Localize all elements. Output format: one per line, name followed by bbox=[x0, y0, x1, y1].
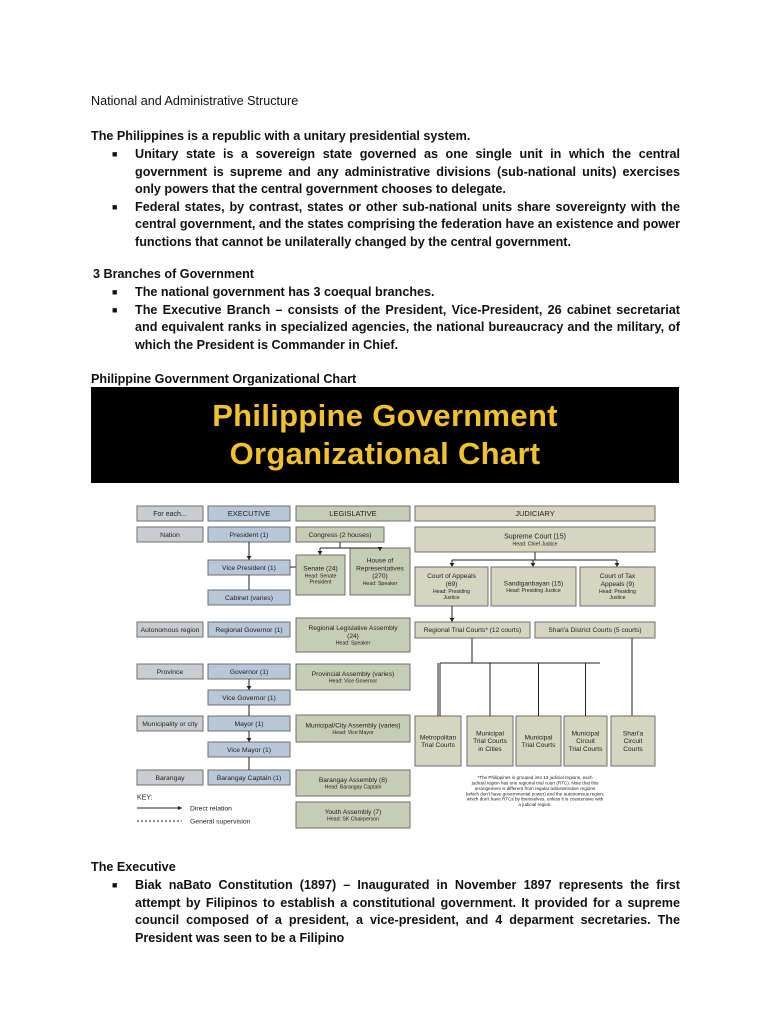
regional-trial-courts-box-label: Regional Trial Courts* (12 courts) bbox=[423, 627, 522, 635]
sandiganbayan-box-head: Head: Presiding Justice bbox=[506, 588, 561, 595]
list-item: ■ Federal states, by contrast, states or other sub-national units share sovereignty with the central government, and the states comprising the federation have an existence and power functions that cannot be unilaterally changed by the central government. bbox=[112, 199, 680, 249]
tax-appeals-box-head: Head: Presiding Justice bbox=[599, 588, 636, 602]
sharia-district-courts-box-label: Shari'a District Courts (5 courts) bbox=[548, 627, 642, 635]
bullet-icon: ■ bbox=[112, 287, 118, 297]
level-1-label: Autonomous region bbox=[140, 626, 200, 634]
sc-to-appeals-head bbox=[450, 563, 455, 567]
senate-box-label: Senate (24) bbox=[303, 565, 338, 573]
level-0-label: Nation bbox=[160, 531, 180, 539]
branches-bullet-list bbox=[112, 284, 680, 354]
barangay-assembly-box-head: Head: Barangay Captain bbox=[324, 784, 382, 791]
executive-box-1-label: Vice President (1) bbox=[222, 564, 276, 572]
tax-appeals-box-label: Court of Tax Appeals (9) bbox=[599, 573, 636, 589]
youth-assembly-box-head: Head: SK Chairperson bbox=[327, 816, 379, 823]
sc-to-tax-head bbox=[615, 563, 620, 567]
municipal-trial-courts-cities-box-label: Municipal Trial Courts in Cities bbox=[473, 730, 507, 754]
header-legislative-label: LEGISLATIVE bbox=[329, 509, 377, 519]
list-item: ■ The Executive Branch – consists of the President, Vice-President, 26 cabinet secretariat and equivalent ranks in specialized agencies, the national bureaucracy and the military, of which the President is Commander in Chief. bbox=[112, 302, 680, 352]
org-chart-canvas bbox=[91, 487, 679, 839]
bullet-icon: ■ bbox=[112, 304, 118, 315]
executive-box-2-label: Cabinet (varies) bbox=[225, 594, 273, 602]
key-title: KEY: bbox=[137, 794, 153, 802]
list-item: ■ Unitary state is a sovereign state governed as one single unit in which the central government is supreme and any administrative divisions (sub-national units) exercises only powers that the central government chooses to delegate. bbox=[112, 147, 680, 196]
header-executive-label: EXECUTIVE bbox=[227, 509, 271, 519]
executive-box-5-label: Vice Governor (1) bbox=[222, 694, 276, 702]
municipal-assembly-box-head: Head: Vice Mayor bbox=[332, 730, 374, 737]
list-item: ■ The national government has 3 coequal branches. bbox=[112, 284, 680, 302]
provincial-assembly-box-head: Head: Vice Governor bbox=[328, 678, 378, 685]
key-direct-label: Direct relation bbox=[190, 805, 232, 813]
house-box-head: Head: Speaker bbox=[362, 580, 398, 587]
header-judiciary-label: JUDICIARY bbox=[515, 509, 555, 519]
municipal-circuit-trial-courts-box-label: Municipal Circuit Trial Courts bbox=[568, 730, 603, 754]
barangay-assembly-box-label: Barangay Assembly (8) bbox=[318, 776, 388, 784]
chart-title-banner bbox=[91, 387, 679, 483]
executive-box-4-label: Governor (1) bbox=[229, 668, 269, 676]
sharia-circuit-courts-box-label: Shari'a Circuit Courts bbox=[622, 730, 644, 754]
metropolitan-trial-courts-box-label: Metropolitan Trial Courts bbox=[419, 734, 457, 750]
bullet-icon: ■ bbox=[112, 201, 118, 212]
executive-box-7-label: Vice Mayor (1) bbox=[226, 746, 272, 754]
senate-box-head: Head: Senate President bbox=[304, 573, 337, 586]
sc-to-sandiganbayan-head bbox=[531, 563, 536, 567]
regional-assembly-box-head: Head: Speaker bbox=[335, 640, 371, 647]
branches-heading: 3 Branches of Government bbox=[93, 267, 254, 281]
section-title: National and Administrative Structure bbox=[91, 94, 299, 108]
court-of-appeals-box-label: Court of Appeals (69) bbox=[427, 573, 476, 589]
supreme-court-box-label: Supreme Court (15) bbox=[504, 533, 566, 541]
municipal-trial-courts-box-label: Municipal Trial Courts bbox=[521, 734, 556, 750]
house-box-label: House of Representatives (270) bbox=[356, 557, 404, 581]
exec-arrow-2-head bbox=[247, 686, 252, 690]
level-4-label: Barangay bbox=[155, 774, 185, 782]
judiciary-footnote: *The Philippines is grouped into 13 judicial regions, each judicial region has one regional trial court (RTC). Note that this arrangement is different from regular administrative regions (which don't have governmental power) and the autonomous region, which don't have RTCs by themselves, unless it is coextensive with a judicial region. bbox=[465, 774, 605, 808]
executive-box-3-label: Regional Governor (1) bbox=[215, 626, 283, 634]
bullet-icon: ■ bbox=[112, 149, 118, 159]
bullet-icon: ■ bbox=[112, 880, 118, 890]
municipal-assembly-box-label: Municipal/City Assembly (varies) bbox=[305, 722, 401, 730]
congress-box-label: Congress (2 houses) bbox=[308, 531, 372, 539]
key-general-label: General supervision bbox=[190, 818, 251, 826]
intro-bullet-list bbox=[112, 146, 680, 251]
executive-box-8-label: Barangay Captain (1) bbox=[216, 774, 282, 782]
level-2-label: Province bbox=[156, 668, 184, 676]
congress-to-senate-head bbox=[318, 551, 323, 555]
youth-assembly-box-label: Youth Assembly (7) bbox=[324, 808, 382, 816]
executive-bullet-list bbox=[112, 877, 680, 947]
provincial-assembly-box-label: Provincial Assembly (varies) bbox=[311, 670, 395, 678]
regional-assembly-box-label: Regional Legislative Assembly (24) bbox=[308, 625, 398, 640]
supreme-court-box-head: Head: Chief Justice bbox=[512, 541, 558, 548]
list-item: ■ Biak naBato Constitution (1897) – Inaugurated in November 1897 represents the first attempt by Filipinos to establish a constitutional government. It provided for a supreme council composed of a president, a vice-president, and 4 deparment secretaries. The President was seen to be a Filipino bbox=[112, 878, 680, 945]
banner-line-1: Philippine Government bbox=[212, 398, 558, 433]
appeals-to-rtc-head bbox=[450, 618, 455, 622]
org-chart bbox=[91, 487, 679, 839]
exec-arrow-0-head bbox=[247, 556, 252, 560]
banner-line-2: Organizational Chart bbox=[229, 436, 541, 471]
executive-box-6-label: Mayor (1) bbox=[234, 720, 264, 728]
chart-caption: Philippine Government Organizational Chart bbox=[91, 372, 357, 386]
executive-heading: The Executive bbox=[91, 860, 176, 874]
sandiganbayan-box-label: Sandiganbayan (15) bbox=[503, 580, 564, 588]
exec-arrow-3-head bbox=[247, 738, 252, 742]
key-direct-arrow bbox=[178, 806, 182, 810]
intro-heading: The Philippines is a republic with a unitary presidential system. bbox=[91, 129, 471, 143]
level-3-label: Municipality or city bbox=[142, 720, 198, 728]
executive-box-0-label: President (1) bbox=[229, 531, 269, 539]
header-for-each-label: For each... bbox=[153, 510, 187, 518]
court-of-appeals-box-head: Head: Presiding Justice bbox=[433, 588, 470, 602]
